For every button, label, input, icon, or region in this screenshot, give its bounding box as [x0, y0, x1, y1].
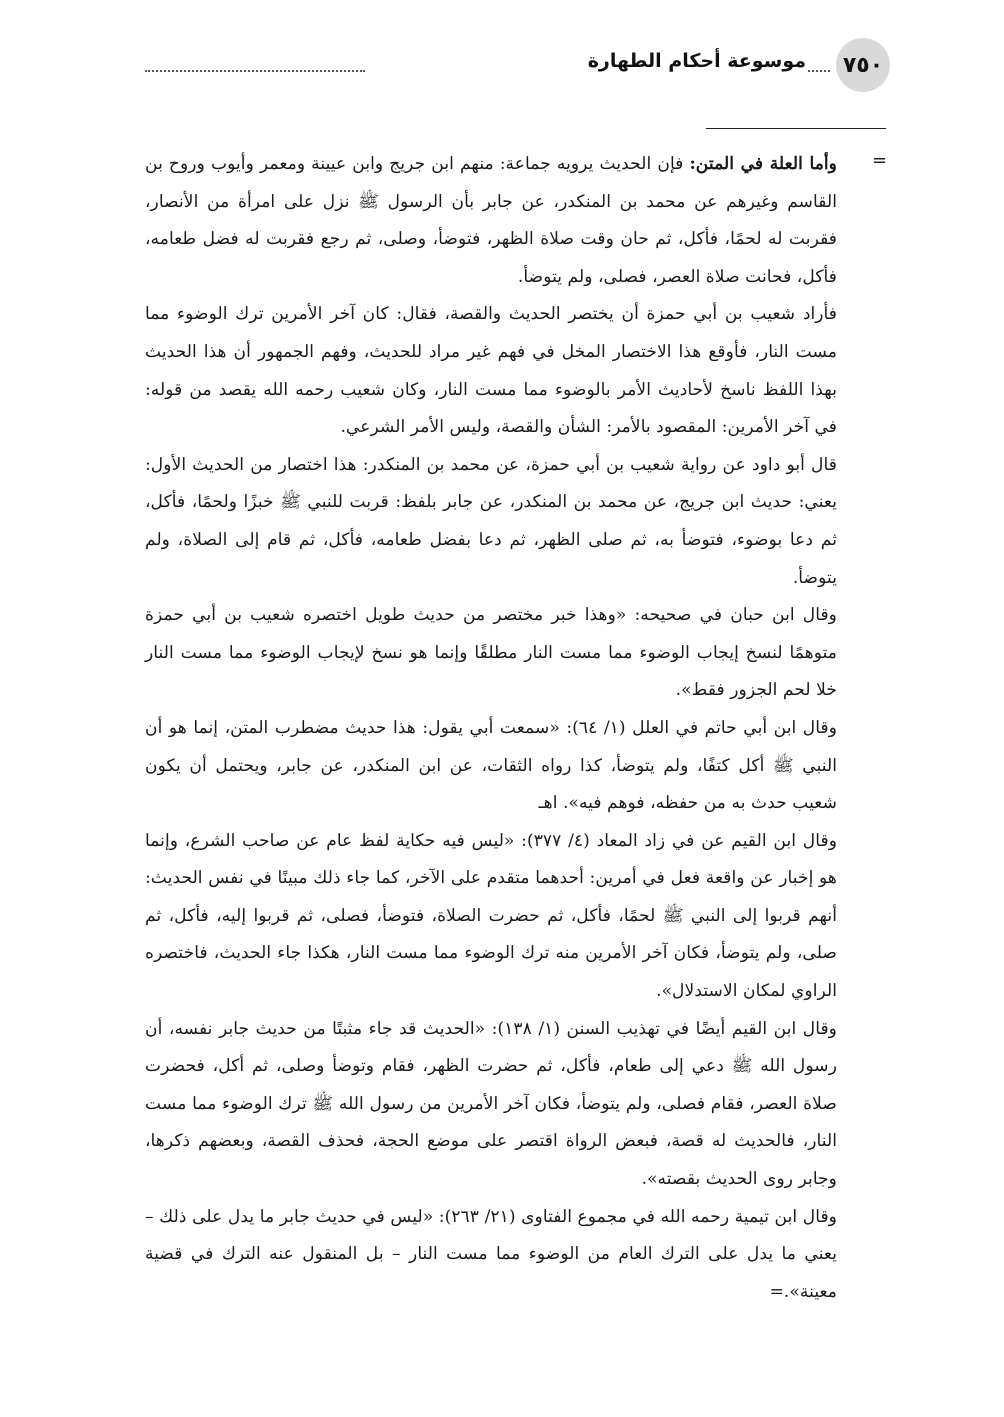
page-number: ٧٥٠ — [842, 52, 884, 78]
page-header — [145, 38, 890, 98]
footnote-separator — [706, 128, 886, 129]
paragraph-3: قال أبو داود عن رواية شعيب بن أبي حمزة، عن محمد بن المنكدر: هذا اختصار من الحديث الأول: يعني: حديث ابن جريج، عن محمد بن المنكدر، عن جابر بلفظ: قربت للنبي ﷺ خبزًا ولحمًا، فأكل، ثم دعا بوضوء، فتوضأ به، ثم صلى الظهر، ثم دعا بفضل طعامه، فأكل، ثم قام إلى الصلاة، ولم يتوضأ. — [145, 454, 837, 588]
paragraph-5: وقال ابن أبي حاتم في العلل (١/ ٦٤): «سمعت أبي يقول: هذا حديث مضطرب المتن، إنما هو أن النبي ﷺ أكل كتفًا، ولم يتوضأ، كذا رواه الثقات، عن ابن المنكدر، عن جابر، ويحتمل أن يكون شعيب حدث به من حفظه، فوهم فيه». اهـ — [145, 717, 837, 814]
paragraph-text: فإن الحديث يرويه جماعة: منهم ابن جريج وابن عيينة ومعمر وأيوب وروح بن القاسم وغيرهم عن محمد بن المنكدر، عن جابر بأن الرسول ﷺ نزل على امرأة من الأنصار، فقربت له لحمًا، فأكل، ثم حان وقت صلاة الظهر، فتوضأ، وصلى، ثم رجع فقربت له فضل طعامه، فأكل، فحانت صلاة العصر، فصلى، ولم يتوضأ. — [145, 154, 837, 287]
continuation-mark: = — [872, 150, 888, 171]
page-number-badge — [836, 38, 890, 92]
paragraph-4: وقال ابن حبان في صحيحه: «وهذا خبر مختصر من حديث طويل اختصره شعيب بن أبي حمزة متوهمًا لنسخ إيجاب الوضوء مما مست النار مطلقًا وإنما هو نسخ لإيجاب الوضوء مما مست النار خلا لحم الجزور فقط». — [145, 605, 837, 701]
paragraph-2: فأراد شعيب بن أبي حمزة أن يختصر الحديث والقصة، فقال: كان آخر الأمرين ترك الوضوء مما مست النار، فأوقع هذا الاختصار المخل في فهم غير مراد للحديث، وفهم الجمهور أن هذا الحديث بهذا اللفظ ناسخ لأحاديث الأمر بالوضوء مما مست النار، وكان شعيب رحمه الله يقصد من قوله: في آخر الأمرين: المقصود بالأمر: الشأن والقصة، وليس الأمر الشرعي. — [145, 304, 837, 438]
header-dotted-leader-right — [808, 70, 830, 72]
header-dotted-leader-left — [145, 70, 365, 72]
paragraph-lead: وأما العلة في المتن: — [689, 154, 837, 174]
footnote-body — [145, 146, 837, 1311]
running-title: موسوعة أحكام الطهارة — [587, 50, 806, 72]
paragraph-1 — [145, 146, 837, 296]
paragraph-6: وقال ابن القيم عن في زاد المعاد (٤/ ٣٧٧): «ليس فيه حكاية لفظ عام عن صاحب الشرع، وإنما هو إخبار عن واقعة فعل في أمرين: أحدهما متقدم على الآخر، كما جاء ذلك مبينًا في نفس الحديث: أنهم قربوا إلى النبي ﷺ لحمًا، فأكل، ثم حضرت الصلاة، فتوضأ، فصلى، ثم قربوا إليه، فأكل، ثم صلى، ولم يتوضأ، فكان آخر الأمرين منه ترك الوضوء مما مست النار، هكذا جاء الحديث، فاختصره الراوي لمكان الاستدلال». — [145, 830, 837, 1002]
paragraph-8: وقال ابن تيمية رحمه الله في مجموع الفتاوى (٢١/ ٢٦٣): «ليس في حديث جابر ما يدل على ذلك – يعني ما يدل على الترك العام من الوضوء مما مست النار – بل المنقول عنه الترك في قضية معينة».= — [145, 1206, 837, 1302]
paragraph-7: وقال ابن القيم أيضًا في تهذيب السنن (١/ ١٣٨): «الحديث قد جاء مثبتًا من حديث جابر نفسه، أن رسول الله ﷺ دعي إلى طعام، فأكل، ثم حضرت الظهر، فقام وتوضأ وصلى، ثم أكل، فحضرت صلاة العصر، فقام فصلى، ولم يتوضأ، فكان آخر الأمرين من رسول الله ﷺ ترك الوضوء مما مست النار، فالحديث له قصة، فبعض الرواة اقتصر على موضع الحجة، فحذف القصة، وبعضهم ذكرها، وجابر روى الحديث بقصته». — [145, 1018, 837, 1190]
